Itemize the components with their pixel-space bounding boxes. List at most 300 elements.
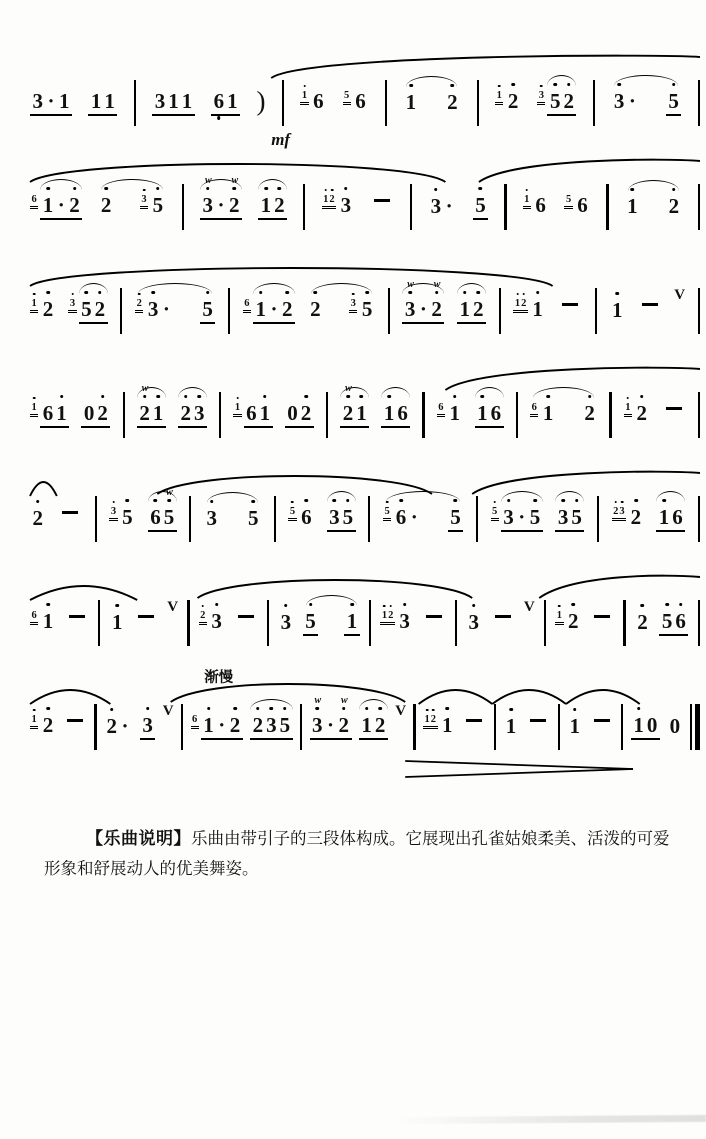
barline: [698, 288, 700, 334]
octave-dot-above: [112, 501, 115, 504]
note-body: [140, 712, 156, 740]
note-token: [466, 609, 482, 635]
augmentation-dot: ·: [162, 296, 170, 321]
note-digit: 1: [514, 299, 520, 310]
music-line-1: [30, 46, 700, 150]
barline: [494, 704, 496, 750]
tremolo-mark: w: [204, 174, 211, 186]
note-digit: 2: [309, 299, 323, 320]
note-body: [473, 192, 489, 220]
note-body: [246, 505, 262, 531]
note-digit: 2: [613, 507, 619, 518]
barline: [219, 392, 221, 438]
note-body: [200, 174, 242, 220]
note-body: [530, 296, 546, 322]
note-token: [65, 621, 89, 626]
note-digit: 2: [93, 299, 107, 320]
note-token: [380, 608, 412, 636]
barline: [369, 600, 371, 646]
note-body: [503, 713, 519, 739]
note-body: [656, 504, 685, 532]
note-token: [503, 713, 519, 739]
note-digit: 2: [41, 715, 55, 736]
note-digit: 2: [281, 299, 295, 320]
note-token: [148, 486, 177, 532]
note-token: [564, 192, 590, 220]
note-token: [308, 296, 324, 322]
slur-group: [530, 400, 597, 428]
augmentation-dot: ·: [217, 192, 225, 217]
note-digit: 1: [441, 715, 455, 736]
barline: [698, 600, 700, 646]
octave-dot-above: [383, 605, 386, 608]
note-digit: 3: [205, 508, 219, 529]
note-digit: 2: [629, 507, 643, 528]
note-token: [383, 504, 422, 532]
note-digit: 2: [562, 91, 576, 112]
note-token: [140, 712, 156, 740]
note-digit: 2: [31, 508, 45, 529]
note-token: [30, 608, 56, 636]
note-body: [178, 400, 207, 428]
note-body: [662, 413, 686, 418]
barline: [410, 184, 412, 230]
note-digit: 6: [42, 400, 54, 425]
note-digit: 2: [373, 715, 387, 736]
barline: [181, 704, 183, 750]
note-digit: 1: [181, 88, 193, 113]
barline: [422, 392, 424, 438]
breath-mark: V: [523, 598, 535, 615]
note-token: [530, 400, 556, 428]
grace-note: [199, 611, 207, 626]
octave-dot-above: [324, 189, 327, 192]
note-digit: 2: [105, 716, 119, 737]
note-token: [656, 504, 685, 532]
octave-dot-above: [516, 293, 519, 296]
note-digit: 6: [397, 400, 408, 425]
augmentation-dot: ·: [419, 296, 427, 321]
note-digit: 3: [429, 196, 443, 217]
note-token: [370, 205, 394, 210]
barline: [282, 80, 284, 126]
note-body: [393, 504, 422, 530]
grace-note: [537, 91, 545, 106]
note-digit: 1: [524, 195, 530, 206]
note-token: [81, 400, 110, 428]
note-body: [609, 297, 625, 323]
octave-dot-above: [71, 293, 74, 296]
dash-rest: [238, 615, 254, 618]
note-body: [137, 382, 166, 428]
note-digit: 5: [660, 611, 674, 632]
octave-dot-above: [479, 187, 483, 191]
grace-note: [135, 299, 143, 314]
note-digit: 2: [299, 403, 313, 424]
octave-dot-above: [672, 83, 676, 87]
note-token: [344, 608, 360, 636]
dash-rest: [666, 407, 682, 410]
grace-note: [383, 507, 391, 522]
note-digit: 5: [384, 507, 390, 518]
note-body: [63, 725, 87, 730]
music-line-5: [30, 462, 700, 566]
slur-group: [611, 88, 681, 116]
dash-rest: [642, 303, 658, 306]
barline: [593, 80, 595, 126]
note-digit: 5: [80, 299, 94, 320]
barline: [123, 392, 125, 438]
note-digit: 3: [502, 507, 516, 528]
octave-dot-above: [511, 83, 515, 87]
grace-note: [30, 611, 38, 626]
note-token: [278, 609, 294, 635]
note-token: [327, 504, 356, 532]
note-token: [423, 712, 455, 740]
note-digit: 3: [146, 299, 160, 320]
octave-dot-above: [679, 603, 683, 607]
note-body: [567, 713, 583, 739]
note-digit: 1: [496, 91, 502, 102]
note-body: [445, 89, 461, 115]
note-digit: 1: [458, 299, 472, 320]
barline: [606, 184, 608, 230]
grace-note: [30, 715, 38, 730]
note-body: [65, 621, 89, 626]
note-digit: 2: [446, 92, 460, 113]
augmentation-dot: ·: [628, 88, 636, 113]
octave-dot-above: [627, 397, 630, 400]
octave-dot-above: [637, 707, 641, 711]
note-digit: 1: [227, 88, 238, 113]
note-token: [428, 193, 457, 219]
note-token: [491, 504, 543, 532]
tremolo-mark: w: [433, 278, 440, 290]
note-digit: 5: [344, 89, 350, 101]
note-token: [555, 608, 581, 636]
note-digit: 2: [41, 299, 55, 320]
note-token: [448, 504, 464, 532]
note-token: [526, 725, 550, 730]
note-digit: 1: [360, 715, 374, 736]
note-body: [533, 192, 549, 218]
grace-note: [491, 507, 499, 522]
note-token: [491, 621, 515, 626]
barline: [95, 496, 97, 542]
note-digit: 0: [83, 400, 95, 425]
note-token: [359, 712, 388, 740]
note-digit: 2: [567, 611, 581, 632]
note-token: [659, 608, 688, 636]
barline: [388, 288, 390, 334]
note-body: [638, 309, 662, 314]
note-body: [285, 400, 314, 428]
note-digit: 1: [381, 611, 387, 622]
note-body: [582, 400, 598, 426]
note-token: [322, 192, 354, 220]
note-token: [612, 504, 644, 532]
dash-rest: [67, 719, 83, 722]
note-digit: 3 w: [404, 278, 416, 321]
note-digit: 1: [404, 92, 418, 113]
note-token: [343, 88, 369, 116]
dash-rest: [69, 615, 85, 618]
note-digit: 1: [90, 88, 102, 113]
note-token: [200, 296, 216, 324]
note-digit: 1: [476, 403, 490, 424]
measures-row: [30, 486, 700, 542]
decrescendo-hairpin: [30, 758, 700, 780]
note-digit: 5: [548, 91, 562, 112]
note-digit: 1: [610, 300, 624, 321]
note-body: [625, 193, 641, 219]
note-digit: 3: [339, 195, 353, 216]
music-line-4: [30, 358, 700, 462]
note-body: [428, 193, 457, 219]
barline: [300, 704, 302, 750]
note-body: [666, 88, 682, 116]
barline: [544, 600, 546, 646]
barline: [698, 496, 700, 542]
dash-rest: [530, 719, 546, 722]
grace-note: [612, 507, 627, 522]
octave-dot-above: [472, 604, 476, 608]
grace-note: [243, 299, 251, 314]
note-digit: 2: [251, 715, 265, 736]
note-body: [402, 278, 444, 324]
octave-dot-above: [571, 603, 575, 607]
tremolo-mark: w: [314, 694, 321, 706]
augmentation-dot: ·: [57, 192, 65, 217]
note-body: [234, 621, 258, 626]
octave-dot-above: [36, 500, 40, 504]
octave-dot-above: [104, 187, 108, 191]
score: [30, 46, 700, 774]
note-body: [134, 621, 158, 626]
barline: [476, 496, 478, 542]
note-digit: 2: [136, 299, 142, 310]
final-barline: [690, 704, 700, 750]
octave-dot-above: [46, 291, 50, 295]
dynamic-marking: mf: [271, 130, 291, 149]
dash-rest: [594, 615, 610, 618]
octave-dot-above: [672, 188, 676, 192]
octave-dot-above: [523, 293, 526, 296]
grace-note: [437, 403, 445, 418]
note-body: [448, 504, 464, 532]
note-digit: 2: [329, 195, 335, 206]
note-digit: 2: [506, 91, 520, 112]
phrase-slurs: [30, 262, 700, 290]
note-digit: 1: [345, 611, 359, 632]
grace-note: [423, 715, 438, 730]
slur-group: [204, 505, 261, 531]
note-body: [340, 382, 369, 428]
note-body: [150, 192, 166, 218]
octave-dot-above: [101, 395, 105, 399]
note-token: [178, 400, 207, 428]
music-line-7: [30, 670, 700, 774]
note-digit: 2: [273, 195, 287, 216]
octave-dot-above: [426, 709, 429, 712]
note-body: [558, 309, 582, 314]
note-token: [462, 725, 486, 730]
music-line-2: [30, 150, 700, 254]
octave-dot-above: [207, 707, 211, 711]
note-digit: 1: [541, 403, 555, 424]
octave-dot-above: [498, 85, 501, 88]
note-digit: 5: [565, 193, 572, 205]
note-digit: 2: [521, 299, 527, 310]
tremolo-mark: w: [345, 382, 351, 394]
note-digit: 3: [69, 299, 75, 310]
note-body: [501, 504, 543, 532]
note-digit: 1: [258, 403, 272, 424]
augmentation-dot: ·: [410, 504, 418, 529]
note-body: [204, 505, 220, 531]
note-digit: 1: [55, 403, 69, 424]
octave-dot-above: [46, 603, 50, 607]
note-digit: 1: [31, 299, 37, 310]
note-body: [299, 504, 315, 530]
octave-dot-above: [126, 499, 130, 503]
octave-dot-above: [251, 500, 255, 504]
note-digit: 5: [667, 91, 681, 112]
note-digit: 2: [388, 611, 394, 622]
octave-dot-above: [352, 293, 355, 296]
note-body: [40, 400, 69, 428]
note-token: [473, 192, 489, 220]
dash-rest: [374, 199, 390, 202]
octave-dot-above: [558, 605, 561, 608]
note-digit: 3: [538, 91, 544, 102]
octave-dot-above: [151, 291, 155, 295]
phrase-slurs: [30, 470, 700, 498]
note-digit: 3: [350, 299, 356, 310]
note-token: [30, 296, 56, 324]
slur-group: [98, 192, 165, 220]
note-token: [246, 505, 262, 531]
octave-dot-above: [304, 395, 308, 399]
octave-dot-above: [303, 85, 306, 88]
note-body: [359, 712, 388, 740]
octave-dot-above: [309, 603, 313, 607]
note-digit: 6: [531, 401, 537, 413]
octave-dot-above: [350, 603, 354, 607]
barline: [609, 392, 611, 438]
note-digit: 1: [104, 88, 115, 113]
slur-group: [135, 296, 215, 324]
note-body: [303, 608, 319, 636]
grace-note: [530, 403, 538, 418]
barline: [326, 392, 328, 438]
note-body: [440, 712, 456, 738]
octave-dot-above: [451, 84, 455, 88]
barline: [595, 288, 597, 334]
octave-dot-above: [573, 708, 577, 712]
note-digit: 5: [474, 195, 488, 216]
note-digit: 1: [504, 716, 518, 737]
note-digit: 3: [210, 611, 224, 632]
barline: [368, 496, 370, 542]
note-token: [381, 400, 410, 428]
note-body: [79, 296, 108, 324]
tempo-marking: 渐慢: [204, 670, 234, 686]
note-body: [308, 296, 324, 322]
note-token: [137, 382, 166, 428]
barline: [120, 288, 122, 334]
tremolo-mark: w: [231, 174, 238, 186]
note-token: [134, 621, 158, 626]
note-digit: 0: [646, 712, 658, 737]
note-digit: 6: [438, 401, 444, 413]
measures-row: [30, 382, 700, 438]
note-body: [311, 88, 327, 114]
note-digit: 1: [41, 611, 55, 632]
phrase-slurs: [30, 54, 700, 82]
note-digit: 2: [636, 612, 650, 633]
tremolo-mark: w: [166, 486, 172, 498]
octave-dot-above: [634, 499, 638, 503]
note-body: [631, 712, 660, 740]
note-token: [558, 309, 582, 314]
note-digit: 6: [355, 88, 366, 113]
note-digit: 5: [289, 507, 295, 518]
note-body: [152, 88, 195, 116]
note-digit: 3: [398, 611, 412, 632]
note-digit: 2: [179, 403, 193, 424]
grace-note: [300, 91, 308, 106]
breath-mark: V: [162, 702, 174, 719]
tremolo-mark: w: [141, 382, 148, 394]
note-token: [288, 504, 314, 532]
note-token: [135, 296, 174, 324]
note-body: [475, 400, 504, 428]
note-token: [631, 712, 660, 740]
note-token: [635, 609, 651, 635]
breath-mark: V: [395, 702, 407, 719]
scan-artifact: [396, 1115, 706, 1124]
note-digit: 6: [192, 713, 198, 725]
note-digit: 2 w: [229, 174, 240, 217]
grace-note: [233, 403, 241, 418]
note-body: [353, 88, 369, 114]
octave-dot-above: [621, 501, 624, 504]
augmentation-dot: ·: [445, 193, 453, 218]
note-digit: 5 w: [163, 486, 175, 529]
note-digit: 6: [300, 507, 314, 528]
note-digit: 2: [471, 299, 485, 320]
octave-dot-above: [33, 293, 36, 296]
barline: [477, 80, 479, 126]
note-token: [666, 88, 682, 116]
note-body: [40, 712, 56, 738]
note-digit: 2 w: [139, 382, 150, 425]
parenthesis: ): [256, 85, 266, 116]
note-body: [104, 713, 133, 739]
note-token: [200, 174, 242, 220]
barline: [698, 392, 700, 438]
note-digit: 3: [265, 715, 279, 736]
octave-dot-above: [617, 83, 621, 87]
note-token: [445, 89, 461, 115]
note-body: [278, 609, 294, 635]
note-digit: 1: [355, 403, 369, 424]
note-digit: 2: [430, 715, 436, 726]
octave-dot-above: [146, 707, 150, 711]
note-digit: 5: [341, 507, 355, 528]
octave-dot-above: [409, 84, 413, 88]
